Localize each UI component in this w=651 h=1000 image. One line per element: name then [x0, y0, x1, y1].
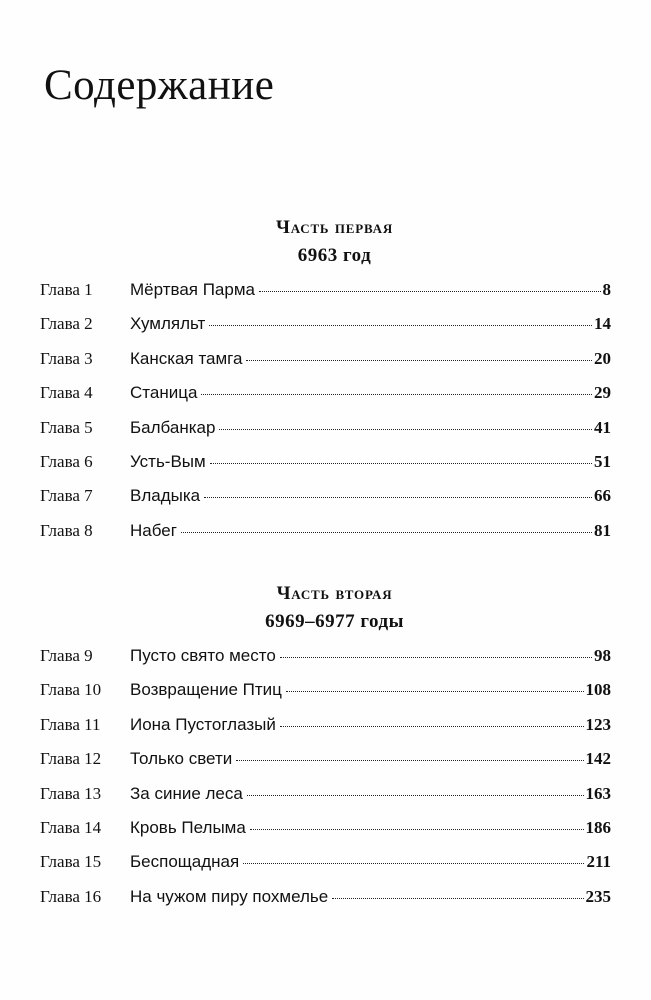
chapter-title[interactable]: Владыка	[130, 486, 201, 506]
chapter-entry[interactable]	[0, 414, 651, 448]
chapter-title[interactable]: Станица	[130, 383, 198, 403]
chapter-number: Глава 14	[40, 817, 102, 837]
chapter-entry[interactable]	[0, 883, 651, 917]
chapter-entry[interactable]	[0, 276, 651, 310]
chapter-page: 142	[585, 749, 611, 769]
chapter-title[interactable]: Пусто свято место	[130, 646, 276, 665]
dot-leader	[280, 657, 592, 658]
chapter-title[interactable]: Мёртвая Парма	[130, 280, 255, 299]
chapter-entry[interactable]	[0, 310, 651, 344]
chapter-page: 163	[585, 783, 611, 803]
part-heading-text: Часть первая	[275, 217, 394, 238]
chapter-entry[interactable]	[0, 780, 651, 814]
chapter-title[interactable]: Балбанкар	[130, 417, 216, 437]
chapter-page: 123	[585, 714, 611, 734]
chapter-number: Глава 15	[40, 852, 102, 872]
chapter-entry[interactable]	[0, 482, 651, 516]
dot-leader	[259, 291, 601, 292]
dot-leader	[181, 532, 592, 533]
page-title: Содержание	[44, 62, 275, 109]
dot-leader	[236, 760, 583, 761]
chapter-page: 14	[594, 314, 611, 334]
part-heading-text: Часть вторая	[276, 583, 393, 604]
chapter-page: 98	[594, 646, 611, 665]
dot-leader	[246, 360, 592, 361]
chapter-number: Глава 11	[40, 714, 101, 734]
chapter-title[interactable]: Беспощадная	[130, 852, 240, 872]
dot-leader	[250, 829, 584, 830]
chapter-page: 211	[586, 852, 611, 872]
dot-leader	[219, 429, 592, 430]
chapter-number: Глава 4	[40, 383, 93, 403]
chapter-page: 20	[594, 348, 611, 368]
chapter-title[interactable]: На чужом пиру похмелье	[130, 886, 329, 906]
chapter-number: Глава 1	[40, 280, 93, 299]
chapter-entry[interactable]	[0, 642, 651, 676]
chapter-entry[interactable]	[0, 745, 651, 779]
chapter-page: 186	[585, 817, 611, 837]
chapter-title[interactable]: Хумляльт	[130, 314, 206, 334]
chapter-entry[interactable]	[0, 848, 651, 882]
part-heading	[18, 214, 651, 242]
chapter-number: Глава 16	[40, 886, 102, 906]
chapter-entry[interactable]	[0, 345, 651, 379]
chapter-entry[interactable]	[0, 814, 651, 848]
chapter-number: Глава 9	[40, 646, 93, 665]
chapter-number: Глава 13	[40, 783, 102, 803]
part-1	[0, 214, 651, 551]
chapter-entry[interactable]	[0, 379, 651, 413]
chapter-number: Глава 8	[40, 520, 93, 540]
part-2	[0, 580, 651, 917]
dot-leader	[243, 863, 584, 864]
chapter-title[interactable]: Усть-Вым	[130, 451, 206, 471]
chapter-page: 66	[594, 486, 611, 506]
part-years: 6969–6977 годы	[265, 611, 404, 632]
chapter-entry[interactable]	[0, 517, 651, 551]
chapter-title[interactable]: Только свети	[130, 749, 233, 769]
dot-leader	[332, 898, 583, 899]
chapter-entry[interactable]	[0, 448, 651, 482]
chapter-page: 81	[594, 520, 611, 540]
chapter-page: 51	[594, 451, 611, 471]
chapter-page: 235	[585, 886, 611, 906]
chapter-number: Глава 12	[40, 749, 102, 769]
chapter-list	[0, 276, 651, 551]
chapter-title[interactable]: Кровь Пелыма	[130, 817, 246, 837]
chapter-page: 29	[594, 383, 611, 403]
dot-leader	[280, 726, 584, 727]
chapter-number: Глава 10	[40, 680, 102, 700]
chapter-list	[0, 642, 651, 917]
dot-leader	[210, 463, 592, 464]
chapter-page: 41	[594, 417, 611, 437]
dot-leader	[286, 691, 584, 692]
chapter-entry[interactable]	[0, 676, 651, 710]
dot-leader	[204, 497, 592, 498]
chapter-title[interactable]: Набег	[130, 520, 177, 540]
chapter-page: 8	[602, 280, 611, 299]
chapter-number: Глава 5	[40, 417, 93, 437]
dot-leader	[209, 325, 592, 326]
dot-leader	[247, 795, 584, 796]
chapter-number: Глава 6	[40, 451, 93, 471]
chapter-number: Глава 3	[40, 348, 93, 368]
chapter-number: Глава 7	[40, 486, 93, 506]
chapter-title[interactable]: Канская тамга	[130, 348, 243, 368]
chapter-title[interactable]: Возвращение Птиц	[130, 680, 282, 700]
dot-leader	[201, 394, 592, 395]
part-years: 6963 год	[297, 245, 372, 266]
chapter-number: Глава 2	[40, 314, 93, 334]
chapter-title[interactable]: Иона Пустоглазый	[130, 714, 276, 734]
chapter-entry[interactable]	[0, 711, 651, 745]
chapter-title[interactable]: За синие леса	[130, 783, 243, 803]
chapter-page: 108	[585, 680, 611, 700]
part-heading	[18, 580, 651, 608]
